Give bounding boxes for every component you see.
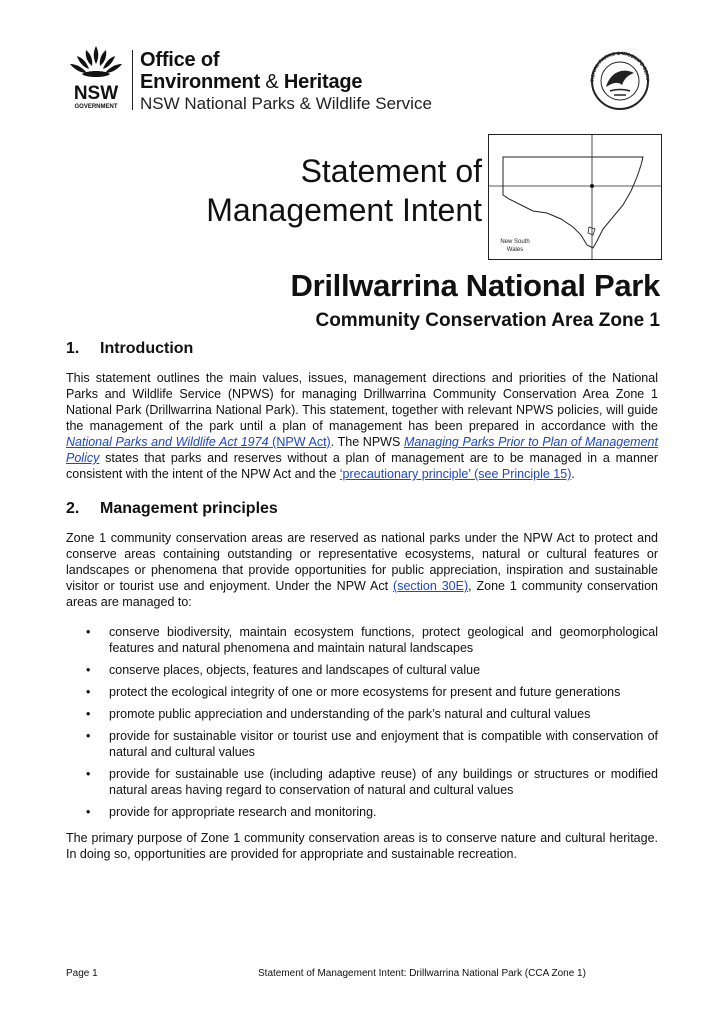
intro-text-2: . The NPWS	[330, 435, 404, 449]
map-label-1: New South	[500, 239, 530, 245]
principles-text-1: Zone 1 community conservation areas are reserved as national parks under the NPW Act to protect and conserve areas containing outstanding or representative ecosystems, natural or cultural features or landscapes or phenomena that provide opportunities for public appreciation, inspiration and sustainable visitor or tourist use and enjoyment. Under the NPW Act	[66, 531, 658, 593]
section-1-title: Introduction	[100, 340, 194, 357]
nsw-waratah-logo	[66, 44, 126, 110]
precautionary-principle-link[interactable]: ‘precautionary principle’ (see Principle 15)	[339, 467, 572, 481]
nsw-outline	[503, 157, 643, 248]
section-1-paragraph	[66, 370, 658, 482]
section-2-heading	[66, 500, 658, 518]
list-item: • promote public appreciation and understanding of the park’s natural and cultural values	[66, 706, 658, 722]
government-text: GOVERNMENT	[74, 104, 118, 110]
list-item: • conserve biodiversity, maintain ecosystem functions, protect geological and geomorphological features and natural phenomena and maintain natural landscapes	[66, 624, 658, 656]
list-item: • provide for sustainable visitor or tourist use and enjoyment that is compatible with conservation of natural and cultural values	[66, 728, 658, 760]
section-1-heading	[66, 340, 658, 358]
managing-parks-policy-link[interactable]: Managing Parks Prior to Plan of Management Policy	[66, 435, 658, 465]
org-heritage: Heritage	[283, 71, 363, 93]
act-outline	[588, 227, 595, 235]
document-title	[206, 152, 482, 230]
title-line-2: Management Intent	[206, 192, 482, 228]
logo-divider	[132, 50, 133, 110]
section-30e-link[interactable]: (section 30E)	[393, 579, 469, 593]
map-label-2: Wales	[506, 247, 524, 253]
org-line-2	[140, 72, 432, 92]
location-map	[488, 134, 662, 260]
title-line-1: Statement of	[300, 153, 482, 189]
section-2-closing: The primary purpose of Zone 1 community conservation areas is to conserve nature and cultural heritage. In doing so, opportunities are provided for appropriate and sustainable recreation.	[66, 831, 658, 861]
footer-page-number: Page 1	[66, 968, 98, 979]
intro-text-3: states that parks and reserves without a plan of management are to be managed in a manner consistent with the intent of the NPW Act and the	[66, 451, 658, 481]
list-item: • conserve places, objects, features and landscapes of cultural value	[66, 662, 658, 678]
park-subtitle: Community Conservation Area Zone 1	[315, 310, 660, 331]
section-2-title: Management principles	[100, 500, 278, 517]
principles-text-2: , Zone 1 community conservation areas are managed to:	[66, 579, 658, 609]
seal-text: TIONAL PARKS & WILDLIFE SERV	[589, 50, 651, 83]
nsw-text: NSW	[73, 83, 119, 104]
section-1-number: 1.	[66, 340, 80, 357]
document-body	[66, 338, 658, 862]
org-ampersand: &	[265, 71, 279, 93]
principles-list	[66, 624, 658, 820]
section-2-intro	[66, 530, 658, 610]
npw-act-link[interactable]: National Parks and Wildlife Act 1974	[66, 435, 269, 449]
intro-text-1: This statement outlines the main values, issues, management directions and priorities of the National Parks and Wildlife Service (NPWS) for managing Drillwarrina Community Conservation Area Zone 1 National Park (Drillwarrina National Park). This statement, together with relevant NPWS policies, will guide the management of the park until a plan of management has been prepared in accordance with the	[66, 371, 658, 433]
park-location-marker	[590, 184, 594, 188]
org-line-3: NSW National Parks & Wildlife Service	[140, 94, 432, 113]
footer-document-title: Statement of Management Intent: Drillwarrina National Park (CCA Zone 1)	[258, 968, 586, 979]
org-environment: Environment	[140, 71, 261, 93]
org-name	[140, 50, 432, 112]
park-name: Drillwarrina National Park	[290, 268, 660, 303]
intro-text-4: .	[571, 467, 575, 481]
npws-seal-logo	[584, 47, 656, 111]
npw-act-abbrev-link[interactable]: (NPW Act)	[268, 435, 331, 449]
section-2-number: 2.	[66, 500, 80, 517]
org-line-1: Office of	[140, 49, 220, 71]
list-item: • protect the ecological integrity of one or more ecosystems for present and future generations	[66, 684, 658, 700]
list-item: • provide for appropriate research and monitoring.	[66, 804, 658, 820]
list-item: • provide for sustainable use (including adaptive reuse) of any buildings or structures or modified natural areas having regard to conservation of natural and cultural values	[66, 766, 658, 798]
